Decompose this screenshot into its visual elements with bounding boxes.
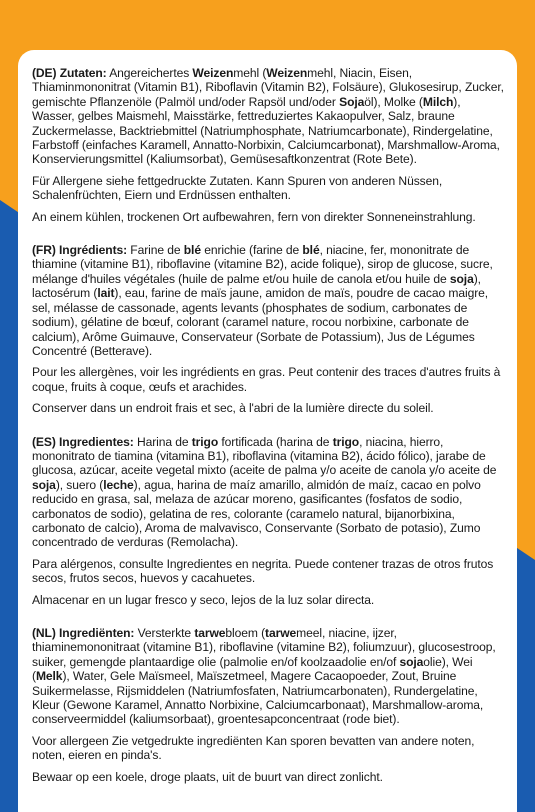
ingredient-text: ), agua, harina de maíz amarillo, almidón de maíz, cacao en polvo reducido en grasa, sal, melaza de azúcar moreno, gasificantes (fosfatos de sodio, carbonatos de sodio), gelatina de res, colorante (caramelo natural, bijanorbixina, carbonato de calcio), Aroma de malvavisco, Conservante (Sorbato de potasio), Zumo concentrado de verduras (Remolacha). <box>32 477 481 550</box>
ingredient-text: , niacine, fer, mononitrate de thiamine (vitamine B1), riboflavine (vitamine B2), acide folique), sirop de glucose, sucre, mélange d'huiles végétales (huile de palme et/ou huile de canola et/ou huile de <box>32 243 493 286</box>
allergen-highlight: blé <box>302 243 320 258</box>
ingredient-text: Harina de <box>133 434 192 449</box>
allergen-highlight: tarwe <box>194 626 226 640</box>
allergen-highlight: lait <box>97 286 115 301</box>
allergen-highlight: Soja <box>339 94 365 109</box>
allergen-highlight: trigo <box>191 434 219 449</box>
ingredient-text: enrichie (farine de <box>200 243 303 258</box>
ingredients-heading: (FR) Ingrédients: <box>32 243 128 258</box>
allergen-highlight: trigo <box>332 434 360 449</box>
section-de <box>32 66 505 224</box>
allergen-highlight: Melk <box>35 669 63 684</box>
ingredient-text: mehl, Niacin, Eisen, Thiaminmononitrat (Vitamin B1), Riboflavin (Vitamin B2), Folsäure), Glukosesirup, Zucker, gemischte Pflanzenöle (Palmöl und/oder Rapsöl und/oder <box>32 66 504 109</box>
ingredient-text: ), eau, farine de maïs jaune, amidon de maïs, poudre de cacao maigre, sel, mélasse de cassonade, agents levants (phosphates de sodium, carbonates de sodium), gélatine de bœuf, colorant (caramel nature, rocou norbixine, carbonate de calcium), Arôme Guimauve, Conservateur (Sorbate de Potassium), Jus de Légumes Concentré (Betterave). <box>32 286 489 358</box>
ingredient-text: fortificada (harina de <box>218 434 333 449</box>
section-es <box>32 435 505 607</box>
section-nl <box>32 626 505 784</box>
ingredient-text: ), suero ( <box>55 477 104 492</box>
ingredient-text: öl), Molke ( <box>364 94 423 109</box>
ingredients-es <box>32 435 505 550</box>
ingredient-text: mehl ( <box>233 66 267 80</box>
allergen-highlight: soja <box>399 654 424 669</box>
allergen-note-fr: Pour les allergènes, voir les ingrédients en gras. Peut contenir des traces d'autres fruits à coque, fruits à coque, œufs et arachides. <box>32 365 501 394</box>
storage-note-nl: Bewaar op een koele, droge plaats, uit de buurt van direct zonlicht. <box>32 769 383 784</box>
allergen-highlight: soja <box>32 477 56 492</box>
ingredient-text: olie), Wei ( <box>32 654 473 684</box>
ingredient-text: Versterkte <box>134 626 195 640</box>
ingredient-text: Farine de <box>127 243 184 258</box>
allergen-highlight: Weizen <box>192 66 234 80</box>
allergen-note-es: Para alérgenos, consulte Ingredientes en negrita. Puede contener trazas de otros frutos secos, frutos secos, huevos y cacahuetes. <box>32 556 494 586</box>
ingredients-heading: (NL) Ingrediënten: <box>32 626 135 640</box>
ingredients-fr <box>32 243 505 358</box>
ingredients-heading: (ES) Ingredientes: <box>32 434 134 449</box>
allergen-highlight: soja <box>449 271 474 286</box>
allergen-highlight: leche <box>103 477 134 492</box>
section-fr <box>32 243 505 415</box>
allergen-note-de: Für Allergene siehe fettgedruckte Zutaten. Kann Spuren von anderen Nüssen, Schalenfrüchten, Eiern und Erdnüssen enthalten. <box>32 173 443 203</box>
ingredient-text: bloem ( <box>225 626 266 640</box>
storage-note-fr: Conserver dans un endroit frais et sec, à l'abri de la lumière directe du soleil. <box>32 401 434 416</box>
ingredient-text: Angereichertes <box>106 66 193 80</box>
ingredient-text: ), Water, Gele Maïsmeel, Maïszetmeel, Magere Cacaopoeder, Zout, Bruine Suikermelasse, Rijsmiddelen (Natriumfosfaten, Natriumcarbonaten), Rundergelatine, Kleur (Gewone Karamel, Annatto Norbixine, Calciumcarbonaat), Marshmallow-aroma, conserveermiddel (kaliumsorbaat), groentesapconcentraat (rode biet). <box>32 669 484 727</box>
allergen-highlight: Milch <box>422 94 454 109</box>
ingredient-text: ), lactosérum ( <box>32 271 481 301</box>
storage-note-es: Almacenar en un lugar fresco y seco, lejos de la luz solar directa. <box>32 592 375 607</box>
allergen-note-nl: Voor allergeen Zie vetgedrukte ingrediënten Kan sporen bevatten van andere noten, noten, eieren en pinda's. <box>32 733 475 763</box>
ingredient-text: ), Wasser, gelbes Maismehl, Maisstärke, fettreduziertes Kakaopulver, Salz, braune Zuckermelasse, Backtriebmittel (Natriumphosphate, Natriumcarbonate), Rindergelatine, Farbstoff (einfaches Karamell, Annatto-Norbixin, Calciumcarbonat), Marshmallow-Aroma, Konservierungsmittel (Kaliumsorbat), Gemüsesaftkonzentrat (Rote Bete). <box>32 94 500 167</box>
allergen-highlight: tarwe <box>265 626 297 640</box>
storage-note-de: An einem kühlen, trockenen Ort aufbewahren, fern von direkter Sonneneinstrahlung. <box>32 209 476 224</box>
allergen-highlight: blé <box>183 243 201 258</box>
ingredients-panel <box>18 50 517 812</box>
ingredient-text: , niacina, hierro, mononitrato de tiamina (vitamina B1), riboflavina (vitamina B2), ácido fólico), jarabe de glucosa, azúcar, aceite vegetal mixto (aceite de palma y/o aceite de canola y/o aceite de <box>32 434 497 478</box>
ingredient-text: meel, niacine, ijzer, thiaminemononitraat (vitamine B1), riboflavine (vitamine B2), foliumzuur), glucosestroop, suiker, gemengde plantaardige olie (palmolie en/of koolzaadolie en/of <box>32 626 496 669</box>
ingredients-nl <box>32 626 505 727</box>
ingredients-de <box>32 66 505 167</box>
allergen-highlight: Weizen <box>266 66 308 80</box>
ingredients-heading: (DE) Zutaten: <box>32 66 107 80</box>
